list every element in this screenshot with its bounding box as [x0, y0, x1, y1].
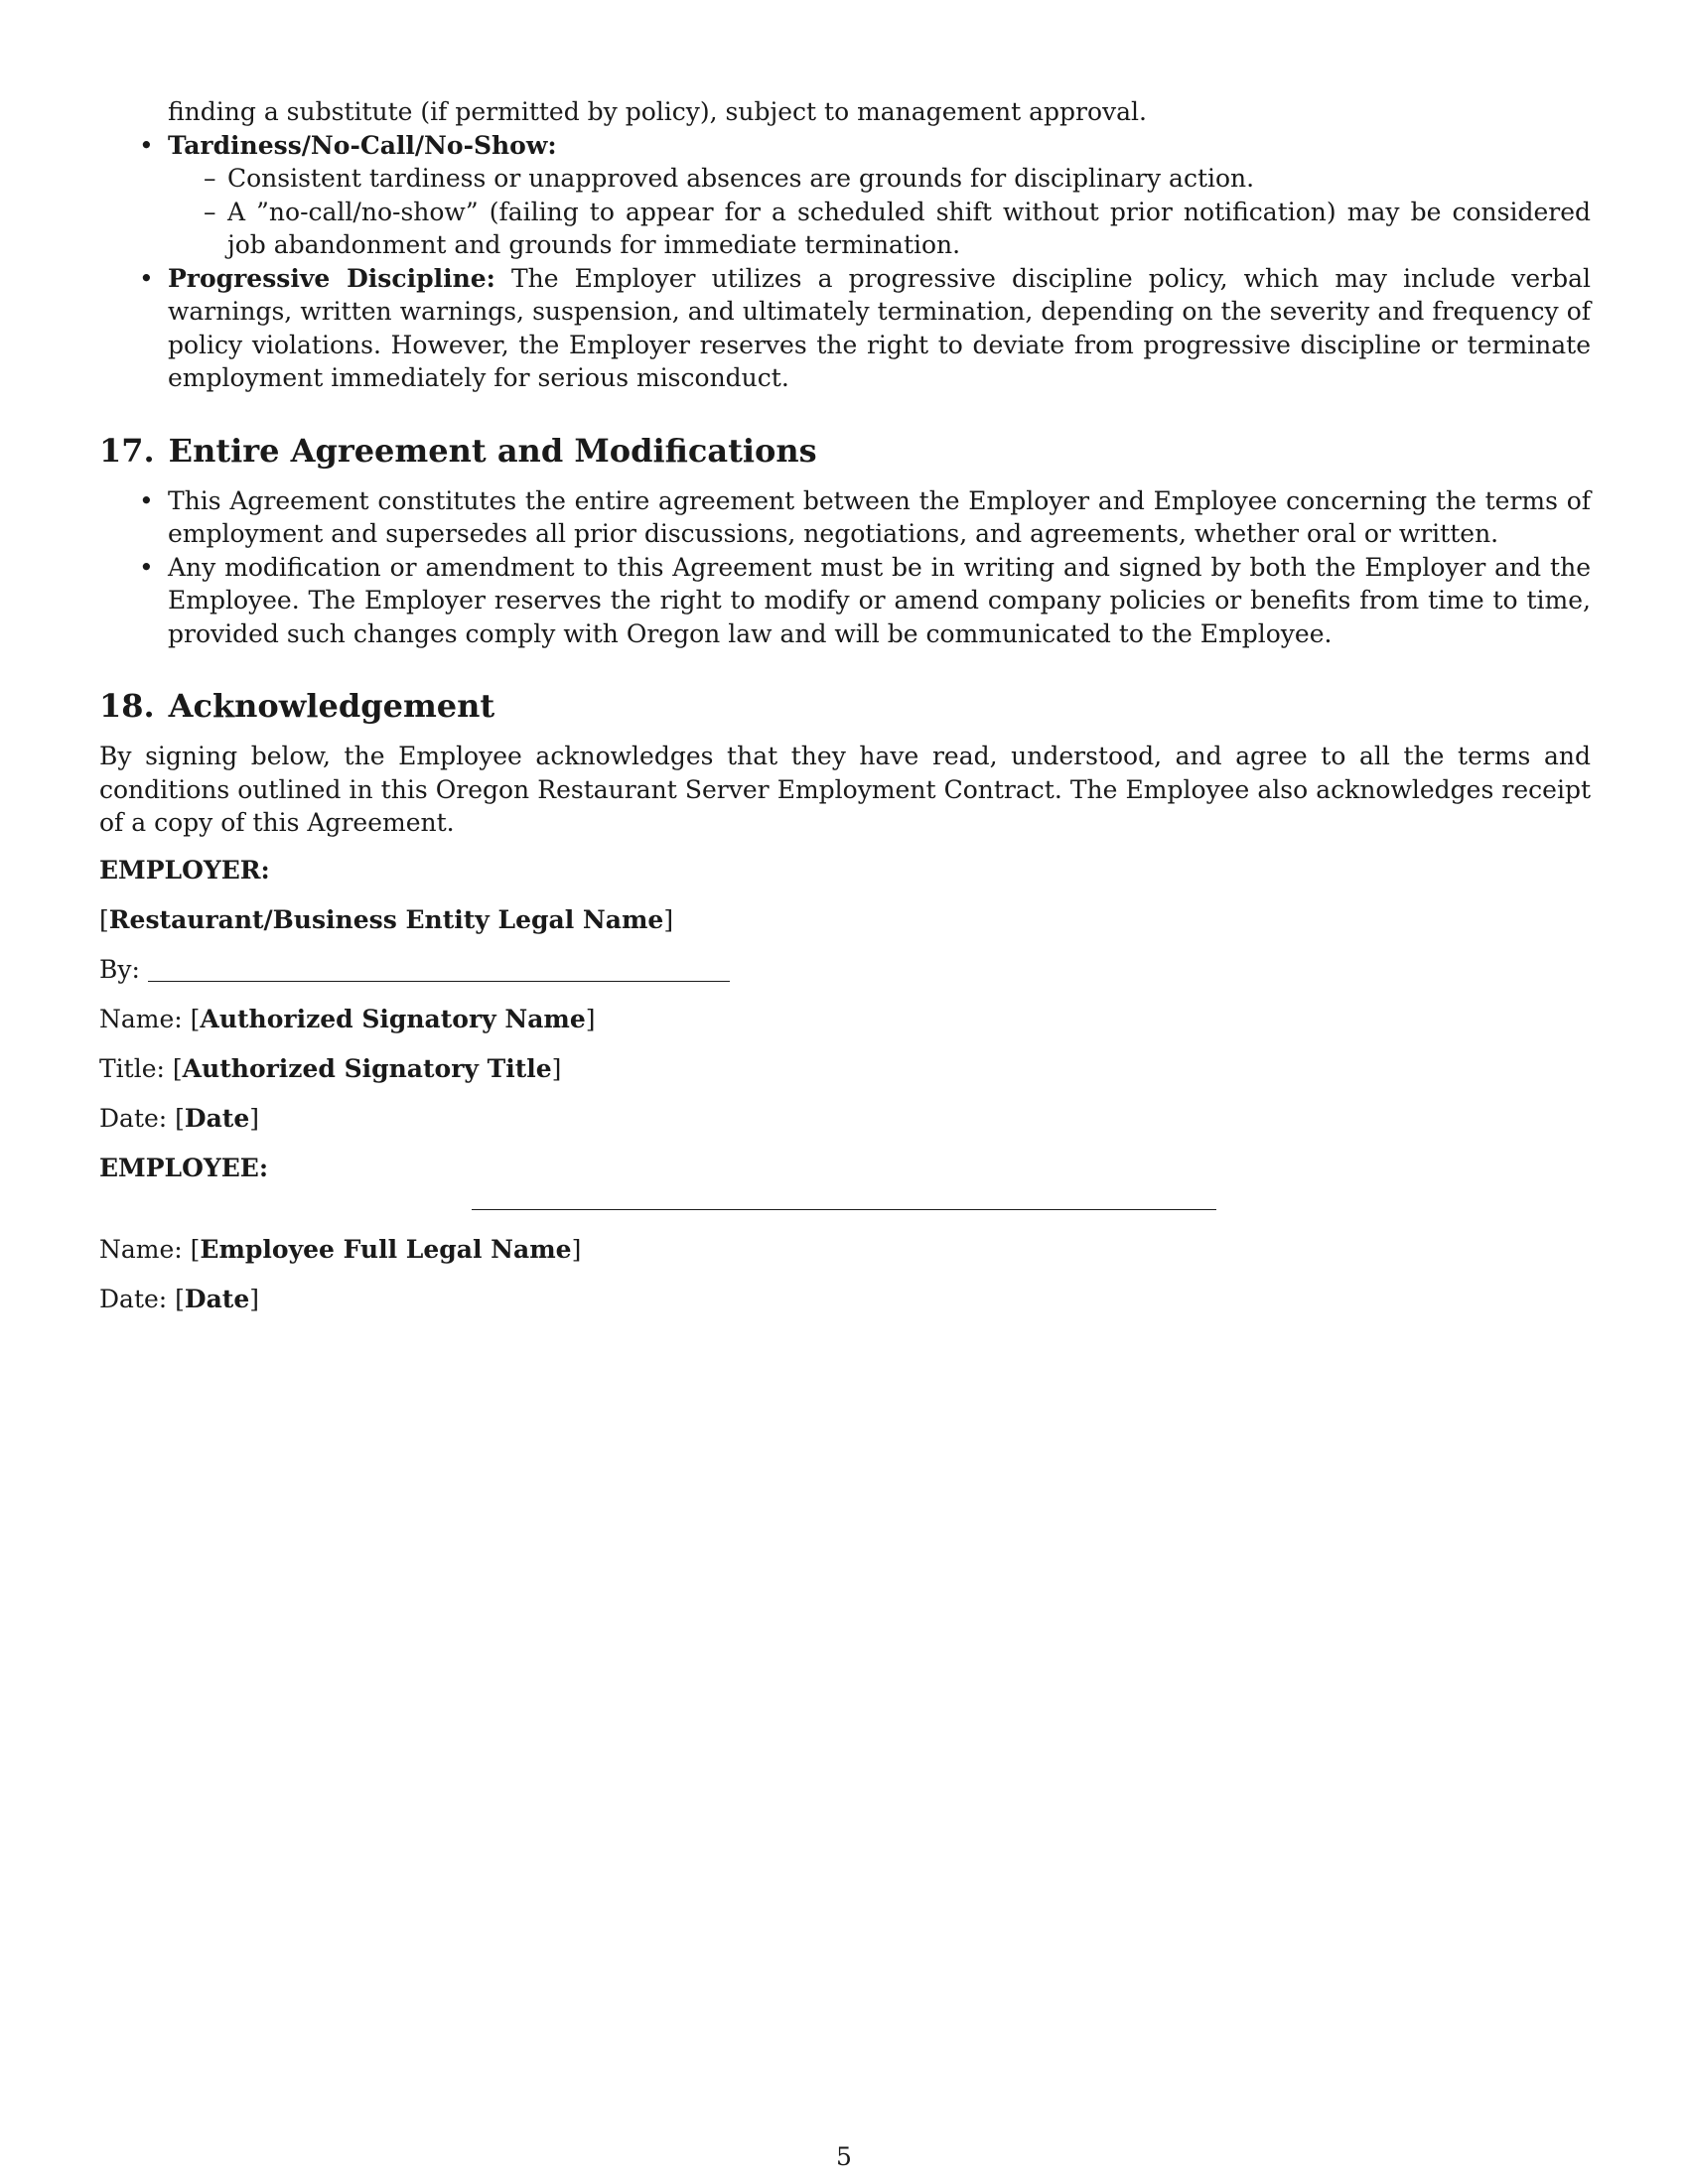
- employer-signature-block: [99, 854, 1591, 1136]
- employee-signature-block: [99, 1152, 1591, 1316]
- bullet-icon: •: [139, 130, 154, 160]
- tardiness-item: [99, 129, 1591, 262]
- by-label: By:: [99, 954, 140, 984]
- list-item-text: Any modification or amendment to this Agreement must be in writing and signed by both the Employer and the Employee. The Employer reserves the right to modify or amend company policies or benefits from time to time, provided such changes comply with Oregon law and will be communicated to the Employee.: [168, 552, 1591, 648]
- page-number: 5: [836, 2142, 852, 2171]
- section-number: 18.: [99, 687, 155, 725]
- employee-signature-line-wrap: [99, 1201, 1591, 1233]
- dash-icon: –: [204, 164, 216, 193]
- signature-line: [148, 971, 730, 982]
- page-content: [99, 95, 1591, 1332]
- signature-line: [472, 1209, 1216, 1210]
- employer-date-row: Date: [Date]: [99, 1103, 260, 1133]
- progressive-label: Progressive Discipline:: [168, 263, 495, 293]
- employer-signature-line: [99, 953, 1591, 987]
- employee-heading: EMPLOYEE:: [99, 1153, 269, 1182]
- list-item-text: This Agreement constitutes the entire agreement between the Employer and Employee concerning the terms of employment and supersedes all prior discussions, negotiations, and agreements, whether oral or written.: [168, 485, 1591, 548]
- list-item: [99, 484, 1591, 551]
- bullet-icon: •: [139, 552, 154, 582]
- section-title: Entire Agreement and Modifications: [168, 431, 817, 470]
- employer-entity: [Restaurant/Business Entity Legal Name]: [99, 904, 674, 934]
- employee-name-row: Name: [Employee Full Legal Name]: [99, 1234, 582, 1264]
- signatory-title: Authorized Signatory Title: [182, 1053, 552, 1083]
- signatory-name: Authorized Signatory Name: [200, 1004, 586, 1033]
- continuation-text: finding a substitute (if permitted by policy), subject to management approval.: [168, 97, 1147, 126]
- section-17-list: [99, 484, 1591, 651]
- title-label: Title:: [99, 1053, 165, 1083]
- employee-name: Employee Full Legal Name: [200, 1234, 572, 1264]
- tardiness-subitem: [99, 162, 1591, 196]
- acknowledgement-text: By signing below, the Employee acknowledges that they have read, understood, and agree to all the terms and conditions outlined in this Oregon Restaurant Server Employment Contract. The Employee also acknowledges receipt of a copy of this Agreement.: [99, 742, 1591, 837]
- tardiness-subitem: [99, 196, 1591, 262]
- bullet-icon: •: [139, 485, 154, 515]
- section-number: 17.: [99, 431, 155, 470]
- dash-icon: –: [204, 197, 216, 226]
- section-title: Acknowledgement: [168, 687, 495, 725]
- tardiness-sublist: [168, 162, 1591, 262]
- employer-entity-name: Restaurant/Business Entity Legal Name: [108, 904, 664, 934]
- list-item: [99, 551, 1591, 651]
- employee-date-row: Date: [Date]: [99, 1284, 260, 1313]
- employer-name-row: Name: [Authorized Signatory Name]: [99, 1004, 596, 1033]
- section-18-heading: [99, 686, 1591, 726]
- tardiness-subitem-text: A ”no-call/no-show” (failing to appear for a scheduled shift without prior notification) may be considered job abandonment and grounds for immediate termination.: [227, 197, 1591, 259]
- date-label: Date:: [99, 1284, 168, 1313]
- employer-date: Date: [184, 1103, 250, 1133]
- name-label: Name:: [99, 1004, 183, 1033]
- employer-title-row: Title: [Authorized Signatory Title]: [99, 1053, 562, 1083]
- progressive-discipline-item: [99, 262, 1591, 395]
- tardiness-label: Tardiness/No-Call/No-Show:: [168, 130, 557, 160]
- bullet-icon: •: [139, 263, 154, 293]
- employee-date: Date: [184, 1284, 250, 1313]
- tardiness-subitem-text: Consistent tardiness or unapproved absences are grounds for disciplinary action.: [227, 164, 1255, 193]
- date-label: Date:: [99, 1103, 168, 1133]
- section-17-heading: [99, 431, 1591, 471]
- employer-heading: EMPLOYER:: [99, 855, 270, 885]
- name-label: Name:: [99, 1234, 183, 1264]
- progressive-text: The Employer utilizes a progressive discipline policy, which may include verbal warnings, written warnings, suspension, and ultimately termination, depending on the severity and frequency of policy violations. However, the Employer reserves the right to deviate from progressive discipline or terminate employment immediately for serious misconduct.: [168, 263, 1591, 392]
- policy-list: [99, 129, 1591, 395]
